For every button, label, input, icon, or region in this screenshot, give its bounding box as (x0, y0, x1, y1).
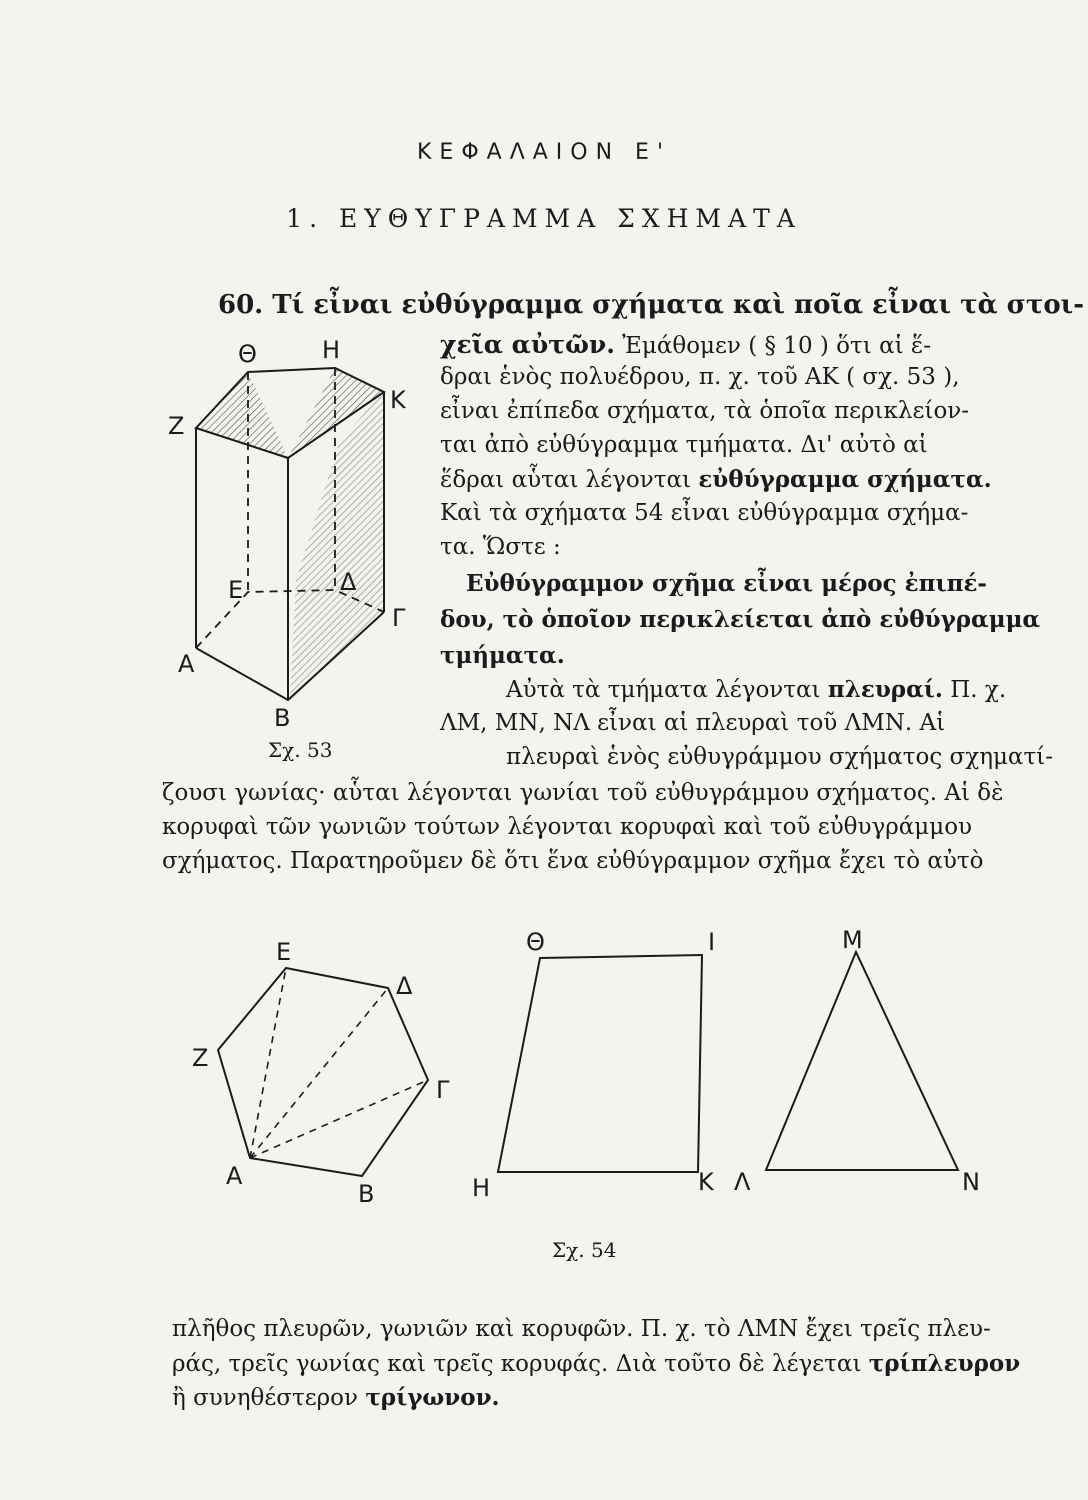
closing-line-2-a: ράς, τρεῖς γωνίας καὶ τρεῖς κορυφάς. Διὰ τοῦτο δὲ λέγεται (172, 1351, 862, 1377)
term-triangle: τρίγωνον. (365, 1384, 500, 1411)
closing-line-3 (172, 1384, 500, 1413)
text-line-11-c: Π. χ. (950, 677, 1007, 703)
text-line-6 (440, 466, 992, 495)
text-line-16: σχήματος. Παρατηροῦμεν δὲ ὅτι ἕνα εὐθύγραμμον σχῆμα ἔχει τὸ αὐτὸ (162, 848, 984, 874)
label-theta: Θ (238, 340, 257, 368)
quad-label-eta: Η (472, 1174, 491, 1202)
diagonal-ae (250, 968, 286, 1158)
definition-line-1: Εὐθύγραμμον σχῆμα εἶναι μέρος ἐπιπέ- (466, 570, 987, 597)
text-line-14: ζουσι γωνίας· αὗται λέγονται γωνίαι τοῦ εὐθυγράμμου σχήματος. Αἱ δὲ (162, 780, 1004, 806)
figure-54-caption: Σχ. 54 (552, 1238, 617, 1262)
label-beta: Β (274, 704, 291, 730)
label-eta: Η (322, 336, 341, 364)
text-line-8: τα. Ὥστε : (440, 534, 561, 560)
closing-line-2 (172, 1350, 1020, 1379)
quad-label-iota: Ι (708, 928, 716, 956)
text-line-11-a: Αὐτὰ τὰ τμήματα λέγονται (506, 677, 821, 703)
term-rectilinear-figures: εὐθύγραμμα σχήματα. (698, 466, 992, 493)
text-line-7: Καὶ τὰ σχήματα 54 εἶναι εὐθύγραμμα σχήμα- (440, 500, 969, 526)
chapter-heading: ΚΕΦΑΛΑΙΟΝ Ε' (417, 140, 671, 165)
hex-label-delta: Δ (396, 972, 413, 1000)
hex-label-beta: Β (358, 1180, 375, 1208)
term-sides: πλευραί. (827, 676, 943, 703)
text-line-5: ται ἀπὸ εὐθύγραμμα τμήματα. Δι' αὐτὸ αἱ (440, 432, 928, 458)
quad-label-kappa: Κ (698, 1168, 714, 1196)
text-line-4: εἶναι ἐπίπεδα σχήματα, τὰ ὁποῖα περικλείον- (440, 398, 970, 424)
question-line-1: 60. Τί εἶναι εὐθύγραμμα σχήματα καὶ ποῖα εἶναι τὰ στοι- (218, 290, 1085, 320)
figure-53-prism (160, 330, 430, 730)
text-line-2-rest: Ἐμάθομεν ( § 10 ) ὅτι αἱ ἕ- (622, 333, 932, 359)
hex-label-gamma: Γ (436, 1076, 450, 1104)
tri-label-mu: Μ (842, 926, 863, 954)
text-line-13: πλευραὶ ἑνὸς εὐθυγράμμου σχήματος σχηματί- (506, 744, 1053, 770)
text-line-2 (440, 330, 931, 361)
label-epsilon: Ε (228, 576, 244, 604)
quadrilateral (498, 955, 702, 1172)
definition-line-2: δου, τὸ ὁποῖον περικλείεται ἀπὸ εὐθύγραμμα (440, 606, 1041, 633)
label-delta: Δ (340, 568, 357, 596)
term-three-sided: τρίπλευρον (868, 1350, 1021, 1377)
hex-label-epsilon: Ε (276, 938, 292, 966)
diagonal-ad (250, 988, 388, 1158)
definition-line-3: τμήματα. (440, 642, 565, 669)
figure-53-caption: Σχ. 53 (268, 738, 333, 762)
section-heading: 1. ΕΥΘΥΓΡΑΜΜΑ ΣΧΗΜΑΤΑ (286, 204, 802, 233)
question-line-2: χεῖα αὐτῶν. (440, 330, 615, 359)
tri-label-lambda: Λ (734, 1168, 751, 1196)
text-line-11 (506, 676, 1006, 705)
closing-line-1: πλῆθος πλευρῶν, γωνιῶν καὶ κορυφῶν. Π. χ. τὸ ΛΜΝ ἔχει τρεῖς πλευ- (172, 1316, 991, 1342)
text-line-12: ΛΜ, ΜΝ, ΝΛ εἶναι αἱ πλευραὶ τοῦ ΛΜΝ. Αἱ (440, 710, 946, 736)
label-gamma: Γ (392, 604, 406, 632)
closing-line-3-a: ἢ συνηθέστερον (172, 1385, 358, 1411)
label-zeta: Ζ (168, 412, 185, 440)
hex-label-zeta: Ζ (192, 1044, 209, 1072)
hex-label-alpha: Α (226, 1162, 243, 1190)
tri-label-nu: Ν (962, 1168, 980, 1196)
quad-label-theta: Θ (526, 928, 545, 956)
label-kappa: Κ (390, 386, 406, 414)
text-line-6-a: ἕδραι αὗται λέγονται (440, 467, 692, 493)
triangle (766, 952, 958, 1170)
text-line-3: δραι ἑνὸς πολυέδρου, π. χ. τοῦ ΑΚ ( σχ. 53 ), (440, 364, 960, 390)
label-alpha: Α (178, 650, 195, 678)
figure-54 (180, 925, 1000, 1215)
prism-top-shade-left (196, 372, 288, 458)
text-line-15: κορυφαὶ τῶν γωνιῶν τούτων λέγονται κορυφαὶ καὶ τοῦ εὐθυγράμμου (162, 814, 973, 840)
